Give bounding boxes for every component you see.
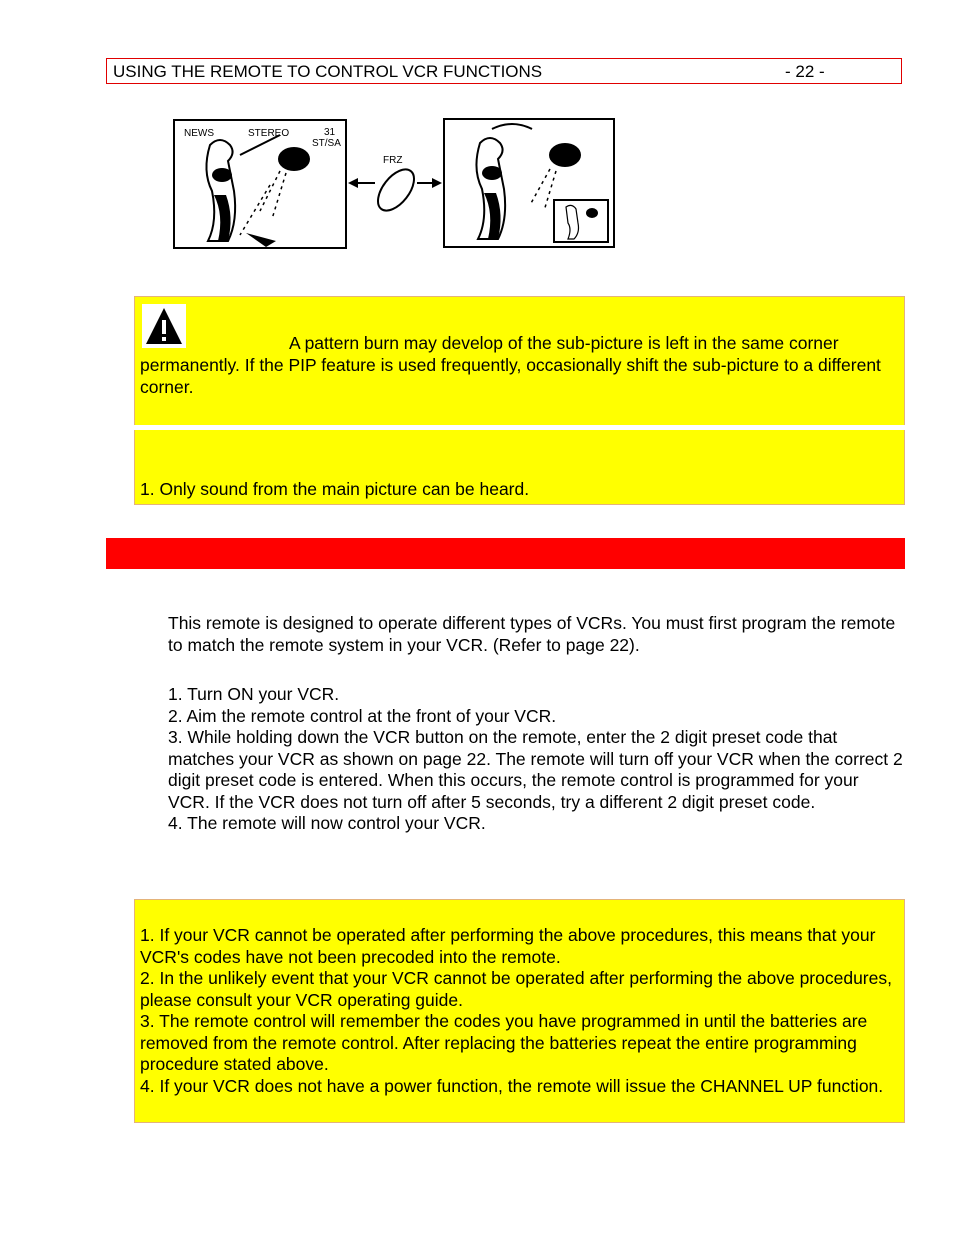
section-heading-bar bbox=[106, 538, 905, 569]
caution-text: permanently. If the PIP feature is used frequently, occasionally shift the sub-picture to a different corner. bbox=[140, 355, 881, 397]
step-item: 1. Turn ON your VCR. bbox=[168, 684, 340, 704]
pip-freeze-illustration bbox=[170, 115, 620, 255]
step-item: 4. The remote will now control your VCR. bbox=[168, 813, 486, 833]
step-item: 3. While holding down the VCR button on the remote, enter the 2 digit preset code that matches your VCR as shown on page 22. The remote will turn off your VCR when the correct 2 digit preset code is entered. When this occurs, the remote control is programmed for your VCR. If the VCR does not turn off after 5 seconds, try a different 2 digit preset code. bbox=[168, 727, 903, 812]
note-list-item: 3. The remote control will remember the codes you have programmed in until the batteries are removed from the remote control. After replacing the batteries repeat the entire programming procedure stated above. bbox=[140, 1011, 868, 1074]
sub-picture bbox=[554, 200, 608, 242]
step-item: 2. Aim the remote control at the front of your VCR. bbox=[168, 705, 557, 726]
frz-arrows bbox=[348, 155, 442, 217]
screen-label-mode: ST/SA bbox=[312, 138, 341, 149]
pip-screen-drawing bbox=[444, 119, 614, 247]
note-list-item: 2. In the unlikely event that your VCR cannot be operated after performing the above procedures, please consult your VCR operating guide. bbox=[140, 968, 892, 1010]
main-screen-drawing bbox=[174, 120, 346, 248]
screen-label-channel: 31 bbox=[324, 127, 336, 138]
note-box bbox=[134, 430, 905, 505]
screen-label-stereo: STEREO bbox=[248, 128, 290, 139]
note-item: 1. Only sound from the main picture can be heard. bbox=[140, 479, 530, 499]
caution-text-first-line: A pattern burn may develop of the sub-picture is left in the same corner bbox=[289, 333, 839, 353]
notes-box bbox=[134, 899, 905, 1123]
warning-triangle-icon bbox=[142, 304, 186, 348]
page-number: - 22 - bbox=[785, 62, 825, 81]
screen-label-news: NEWS bbox=[184, 128, 214, 139]
intro-paragraph: This remote is designed to operate different types of VCRs. You must first program the remote to match the remote system in your VCR. (Refer to page 22). bbox=[168, 613, 896, 655]
header-title: USING THE REMOTE TO CONTROL VCR FUNCTIONS bbox=[113, 62, 543, 81]
note-list-item: 4. If your VCR does not have a power function, the remote will issue the CHANNEL UP function. bbox=[140, 1075, 884, 1096]
notes-list bbox=[140, 925, 900, 1097]
caution-box bbox=[134, 296, 905, 425]
frz-button-label: FRZ bbox=[383, 155, 403, 166]
note-list-item: 1. If your VCR cannot be operated after performing the above procedures, this means that your VCR's codes have not been precoded into the remote. bbox=[140, 925, 876, 967]
programming-steps bbox=[168, 684, 903, 835]
page-header bbox=[106, 58, 902, 84]
